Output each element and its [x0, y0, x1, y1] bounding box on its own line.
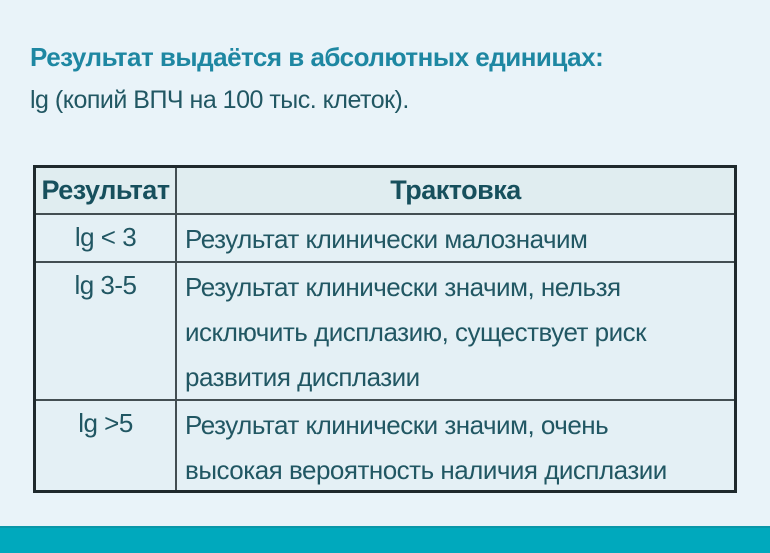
result-cell: lg < 3 [36, 215, 177, 261]
table-row [36, 261, 734, 399]
interpretation-line: исключить дисплазию, существует риск [185, 317, 647, 347]
results-table [33, 165, 737, 493]
result-cell: lg >5 [36, 401, 177, 490]
result-cell: lg 3-5 [36, 263, 177, 399]
interpretation-line: высокая вероятность наличия дисплазии [185, 455, 667, 485]
table-header-row [36, 168, 734, 213]
column-header-interpretation: Трактовка [390, 175, 521, 205]
interpretation-cell [177, 263, 734, 399]
page-title: Результат выдаётся в абсолютных единицах: [30, 42, 604, 72]
column-header-result: Результат [36, 168, 177, 213]
page-subtitle: lg (копий ВПЧ на 100 тыс. клеток). [30, 86, 409, 114]
table-row [36, 213, 734, 261]
interpretation-line: Результат клинически значим, нельзя [185, 272, 621, 302]
bottom-accent-bar [0, 526, 770, 553]
interpretation-cell [177, 401, 734, 490]
interpretation-line: развития дисплазии [185, 362, 420, 392]
interpretation-line: Результат клинически значим, очень [185, 410, 609, 440]
interpretation-cell [177, 215, 734, 261]
interpretation-line: Результат клинически малозначим [185, 224, 588, 254]
table-row [36, 399, 734, 490]
